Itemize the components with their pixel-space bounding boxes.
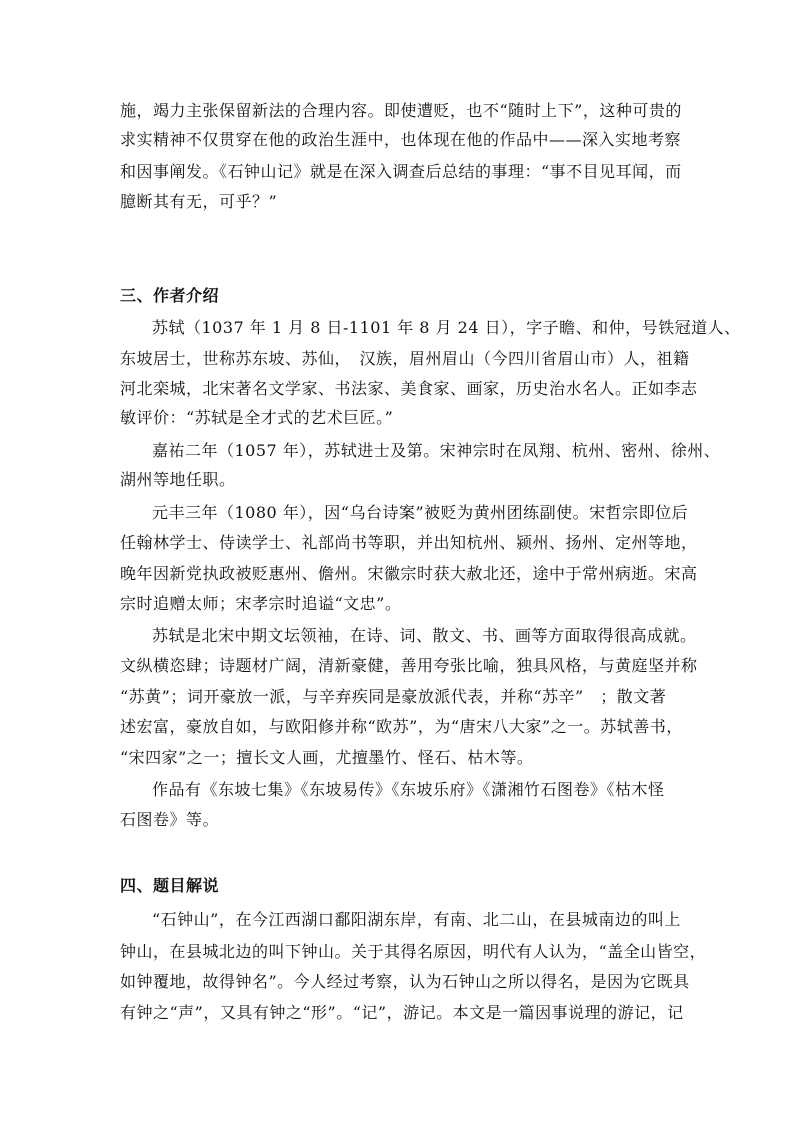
author-line-5: 嘉祐二年（1057 年），苏轼进士及第。宋神宗时在凤翔、杭州、密州、徐州、 (152, 441, 721, 460)
author-line-4: 敏评价：“苏轼是全才式的艺术巨匠。” (120, 408, 394, 427)
author-line-14: 述宏富，豪放自如，与欧阳修并称“欧苏”，为“唐宋八大家”之一。苏轼善书， (120, 717, 683, 736)
author-line-1: 苏轼（1037 年 1 月 8 日-1101 年 8 月 24 日），字子瞻、和仲，号铁冠道人、 (152, 318, 741, 337)
author-line-9: 晚年因新党执政被贬惠州、儋州。宋徽宗时获大赦北还，途中于常州病逝。宋高 (120, 564, 698, 583)
title-line-4: 有钟之“声”，又具有钟之“形”。“记”，游记。本文是一篇因事说理的游记，记 (120, 1003, 684, 1022)
author-line-13: “苏黄”；词开豪放一派，与辛弃疾同是豪放派代表，并称“苏辛” ；散文著 (120, 687, 667, 706)
author-line-11: 苏轼是北宋中期文坛领袖，在诗、词、散文、书、画等方面取得很高成就。 (152, 626, 697, 645)
intro-line-3: 和因事阐发。《石钟山记》就是在深入调查后总结的事理：“事不目见耳闻，而 (120, 162, 682, 181)
section-heading-author: 三、作者介绍 (120, 286, 220, 305)
author-line-8: 任翰林学士、侍读学士、礼部尚书等职，并出知杭州、颍州、扬州、定州等地， (120, 533, 698, 552)
section-heading-title: 四、题目解说 (120, 876, 220, 895)
author-line-6: 湖州等地任职。 (120, 470, 236, 489)
author-line-7: 元丰三年（1080 年），因“乌台诗案”被贬为黄州团练副使。宋哲宗即位后 (152, 503, 689, 522)
author-line-3: 河北栾城，北宋著名文学家、书法家、美食家、画家，历史治水名人。正如李志 (120, 379, 698, 398)
author-line-16: 作品有《东坡七集》《东坡易传》《东坡乐府》《潇湘竹石图卷》《枯木怪 (152, 780, 665, 799)
title-line-3: 如钟覆地，故得钟名”。今人经过考察，认为石钟山之所以得名，是因为它既具 (120, 972, 690, 991)
intro-line-4: 臆断其有无，可乎？” (120, 192, 278, 211)
author-line-10: 宗时追赠太师；宋孝宗时追谥“文忠”。 (120, 594, 402, 613)
author-line-15: “宋四家”之一；擅长文人画，尤擅墨竹、怪石、枯木等。 (120, 748, 534, 767)
author-line-2: 东坡居士，世称苏东坡、苏仙， 汉族，眉州眉山（今四川省眉山市）人，祖籍 (120, 349, 690, 368)
title-line-2: 钟山，在县城北边的叫下钟山。关于其得名原因，明代有人认为，“盖全山皆空， (120, 942, 707, 961)
intro-line-1: 施，竭力主张保留新法的合理内容。即使遭贬，也不“随时上下”，这种可贵的 (120, 101, 682, 120)
author-line-17: 石图卷》等。 (120, 810, 220, 829)
title-line-1: “石钟山”，在今江西湖口鄱阳湖东岸，有南、北二山，在县城南边的叫上 (152, 910, 681, 929)
intro-line-2: 求实精神不仅贯穿在他的政治生涯中，也体现在他的作品中——深入实地考察 (120, 130, 682, 149)
author-line-12: 文纵横恣肆；诗题材广阔，清新豪健，善用夸张比喻，独具风格，与黄庭坚并称 (120, 656, 698, 675)
